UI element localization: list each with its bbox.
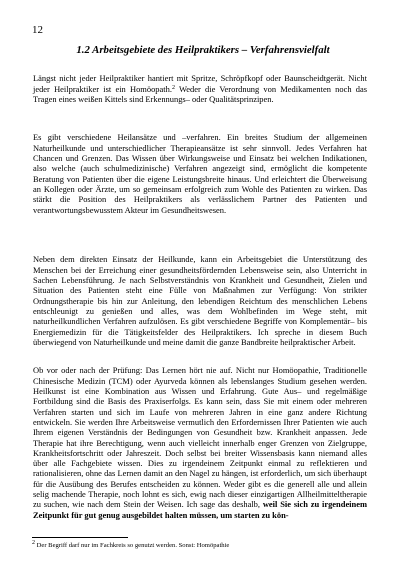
paragraph-lernen-text: Ob vor oder nach der Prüfung: Das Lernen hört nie auf. Nicht nur Homöopathie, Traditionelle Chinesische Medizin (TCM) oder Ayurveda können als lebenslanges Studium gesehen werden. Heilkunst ist eine Kombination aus Wissen und Erfahrung. Gute Aus– und regelmäßige Fortbildung sind die Basis des Praxiserfolgs. Es kann sein, dass Sie mit einem oder mehreren Verfahren starten und sich im Laufe von mehreren Jahren in eine ganz andere Richtung entwickeln. Sie werden Ihre Arbeitsweise vermutlich den Erfordernissen Ihrer Patienten wie auch Ihrem eigenen Verständnis der Bedingungen von Gesundheit bzw. Krankheit anpassen. Jede Therapie hat ihre Berechtigung, wenn auch vielleicht innerhalb enger Grenzen von Zielgruppe, Krankheitsfortschritt oder Jahreszeit. Doch selbst bei breiter Wissensbasis kann niemand alles über alle Fachgebiete wissen. Dies zu irgendeinem Zeitpunkt einmal zu reflektieren und rationalisieren, ohne das Lernen damit an den Nagel zu hängen, ist erforderlich, um sich überhaupt für die Ausübung des Berufes entscheiden zu können. Weder gibt es die generell alle und allein selig machende Therapie, noch lohnt es sich, ewig nach dieser einzigartigen Allheilmitteltherapie zu suchen, wie nach dem Stein der Weisen. Ich sage das deshalb,: [33, 365, 367, 510]
paragraph-intro-text-1: Längst nicht jeder Heilpraktiker hantiert mit Spritze, Schröpfkopf oder Baunscheidtgerät. Nicht jeder Heilpraktiker ist ein Homöopath.: [33, 73, 367, 94]
page-number: 12: [32, 24, 43, 36]
footnote-number: 2: [32, 540, 35, 546]
footnote: [32, 542, 229, 550]
paragraph-heilansaetze: Es gibt verschiedene Heilansätze und –verfahren. Ein breites Studium der allgemeinen Naturheilkunde und unterschiedlicher Therapieansätze ist sehr sinnvoll. Jedes Verfahren hat Chancen und Grenzen. Das Wissen über Wirkungsweise und Einsatz bei welchen Indikationen, also welche (auch schulmedizinische) Verfahren angezeigt sind, ermöglicht die kompetente Beratung von Patienten über die eigene Leistungsbreite hinaus. Und erleichtert die Überweisung an Kollegen oder Ärzte, um so gemeinsam erfolgreich zum Wohle des Patienten zu wirken. Das stärkt die Position des Heilpraktikers als verlässlichem Partner des Patienten und verantwortungsbewusstem Akteur im Gesundheitswesen.: [33, 132, 367, 215]
footnote-reference: 2: [171, 84, 175, 91]
paragraph-lernen: [33, 365, 367, 519]
footnote-text: Der Begriff darf nur im Fachkreis so genutzt werden. Sonst: Homöpathie: [35, 542, 230, 549]
paragraph-lernen-bold-text: weil Sie sich zu irgendeinem Zeitpunkt für gut genug ausgebildet halten müssen, um starten zu kön-: [33, 499, 367, 520]
paragraph-intro: [33, 73, 367, 104]
footnote-divider: [32, 537, 128, 538]
paragraph-intro-text-2: Weder die Verordnung von Medikamenten noch das Tragen eines weißen Kittels sind Erkennungs– oder Qualitätsprinzipen.: [33, 83, 367, 105]
section-title: 1.2 Arbeitsgebiete des Heilpraktikers – Verfahrensvielfalt: [76, 44, 330, 56]
paragraph-arbeitsgebiete: Neben dem direkten Einsatz der Heilkunde, kann ein Arbeitsgebiet die Unterstützung des Menschen bei der Erreichung einer gesundheitsfördernden Lebensweise sein, also Unterricht in Sachen Lebensführung. Je nach Selbstverständnis von Krankheit und Gesundheit, Zielen und Situation des Patienten steht eine Fülle von Maßnahmen zur Verfügung: Von strikter Ordnungstherapie bis hin zur Anleitung, den lebendigen Reichtum des menschlichen Lebens entschleunigt zu genießen und alles, was dem Wohlbefinden im Wege steht, mit naturheilkundlichen Verfahren aufzulösen. Es gibt verschiedene Begriffe von Komplementär– bis Energiemedizin für die Tätigkeitsfelder des Heilpraktikers. Ich spreche in diesem Buch überwiegend von Naturheilkunde und meine damit die ganze Bandbreite heilpraktischer Arbeit.: [33, 254, 367, 347]
